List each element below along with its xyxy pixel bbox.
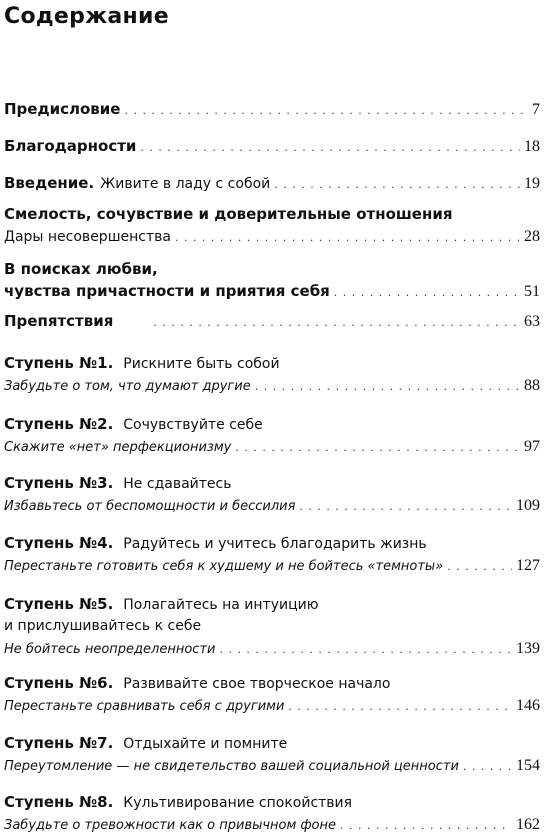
step-title: Развивайте свое творческое начало bbox=[123, 676, 391, 692]
entry-subtitle: Дары несовершенства bbox=[4, 229, 171, 245]
toc-entry-foreword[interactable] bbox=[4, 98, 540, 120]
page-number: 88 bbox=[524, 377, 540, 394]
page-title: Содержание bbox=[4, 4, 169, 29]
entry-title: В поисках любви, bbox=[4, 260, 158, 278]
page-number: 97 bbox=[524, 438, 540, 455]
dot-leader bbox=[219, 637, 512, 661]
toc-step-7[interactable] bbox=[4, 732, 540, 776]
toc-entry-introduction[interactable] bbox=[4, 172, 540, 194]
step-title: Не сдавайтесь bbox=[123, 476, 232, 492]
page-number: 18 bbox=[524, 138, 540, 155]
dot-leader bbox=[140, 135, 520, 159]
dot-leader bbox=[153, 310, 520, 334]
step-title: Рискните быть собой bbox=[123, 356, 280, 372]
dot-leader bbox=[447, 554, 512, 578]
entry-title: Предисловие bbox=[4, 100, 121, 118]
entry-title: Благодарности bbox=[4, 137, 137, 155]
step-subtitle: Забудьте о тревожности как о привычном фоне bbox=[4, 818, 337, 833]
step-label: Ступень №1. bbox=[4, 354, 114, 372]
page-number: 146 bbox=[516, 697, 540, 714]
dot-leader bbox=[299, 494, 512, 518]
dot-leader bbox=[334, 280, 520, 304]
step-label: Ступень №3. bbox=[4, 474, 114, 492]
entry-title: Смелость, сочувствие и доверительные отношения bbox=[4, 205, 453, 223]
toc-step-2[interactable] bbox=[4, 413, 540, 457]
toc-step-4[interactable] bbox=[4, 532, 540, 576]
page-number: 154 bbox=[516, 757, 540, 774]
page-number: 7 bbox=[532, 101, 540, 118]
step-label: Ступень №2. bbox=[4, 415, 114, 433]
toc-entry-love[interactable] bbox=[4, 258, 540, 302]
entry-title-line2: чувства причастности и приятия себя bbox=[4, 282, 330, 300]
toc-step-1[interactable] bbox=[4, 352, 540, 396]
step-title: Отдыхайте и помните bbox=[123, 736, 288, 752]
step-label: Ступень №6. bbox=[4, 674, 114, 692]
step-subtitle: Перестаньте готовить себя к худшему и не бойтесь «темноты» bbox=[4, 559, 444, 574]
dot-leader bbox=[255, 374, 520, 398]
step-label: Ступень №5. bbox=[4, 595, 114, 613]
toc-entry-courage[interactable] bbox=[4, 203, 540, 247]
step-title: Полагайтесь на интуицию bbox=[123, 597, 319, 613]
toc-step-5[interactable] bbox=[4, 593, 540, 659]
step-subtitle: Перестаньте сравнивать себя с другими bbox=[4, 699, 285, 714]
dot-leader bbox=[463, 754, 512, 778]
step-subtitle: Избавьтесь от беспомощности и бессилия bbox=[4, 499, 296, 514]
step-label: Ступень №7. bbox=[4, 734, 114, 752]
page-number: 19 bbox=[524, 175, 540, 192]
step-title-line2: и прислушивайтесь к себе bbox=[4, 618, 202, 634]
step-subtitle: Скажите «нет» перфекционизму bbox=[4, 440, 232, 455]
page-number: 51 bbox=[524, 283, 540, 300]
page-number: 109 bbox=[516, 497, 540, 514]
toc-step-8[interactable] bbox=[4, 791, 540, 835]
page-number: 162 bbox=[516, 816, 540, 833]
step-title: Культивирование спокойствия bbox=[123, 795, 353, 811]
page-number: 127 bbox=[516, 557, 540, 574]
step-label: Ступень №4. bbox=[4, 534, 114, 552]
step-subtitle: Не бойтесь неопределенности bbox=[4, 642, 216, 657]
step-title: Радуйтесь и учитесь благодарить жизнь bbox=[123, 536, 427, 552]
step-subtitle: Переутомление — не свидетельство вашей социальной ценности bbox=[4, 759, 459, 774]
step-label: Ступень №8. bbox=[4, 793, 114, 811]
step-title: Сочувствуйте себе bbox=[123, 417, 263, 433]
dot-leader bbox=[288, 694, 512, 718]
entry-subtitle: Живите в ладу с собой bbox=[100, 176, 271, 192]
step-subtitle: Забудьте о том, что думают другие bbox=[4, 379, 251, 394]
page-number: 63 bbox=[524, 313, 540, 330]
dot-leader bbox=[235, 435, 520, 459]
toc-step-6[interactable] bbox=[4, 672, 540, 716]
entry-title: Введение. bbox=[4, 174, 95, 192]
dot-leader bbox=[274, 172, 520, 196]
toc-step-3[interactable] bbox=[4, 472, 540, 516]
dot-leader bbox=[175, 225, 520, 249]
dot-leader bbox=[340, 813, 512, 837]
toc-entry-acknowledgments[interactable] bbox=[4, 135, 540, 157]
dot-leader bbox=[124, 98, 528, 122]
entry-title: Препятствия bbox=[4, 312, 114, 330]
page-number: 139 bbox=[516, 640, 540, 657]
page-number: 28 bbox=[524, 228, 540, 245]
toc-entry-obstacles[interactable] bbox=[4, 310, 540, 332]
